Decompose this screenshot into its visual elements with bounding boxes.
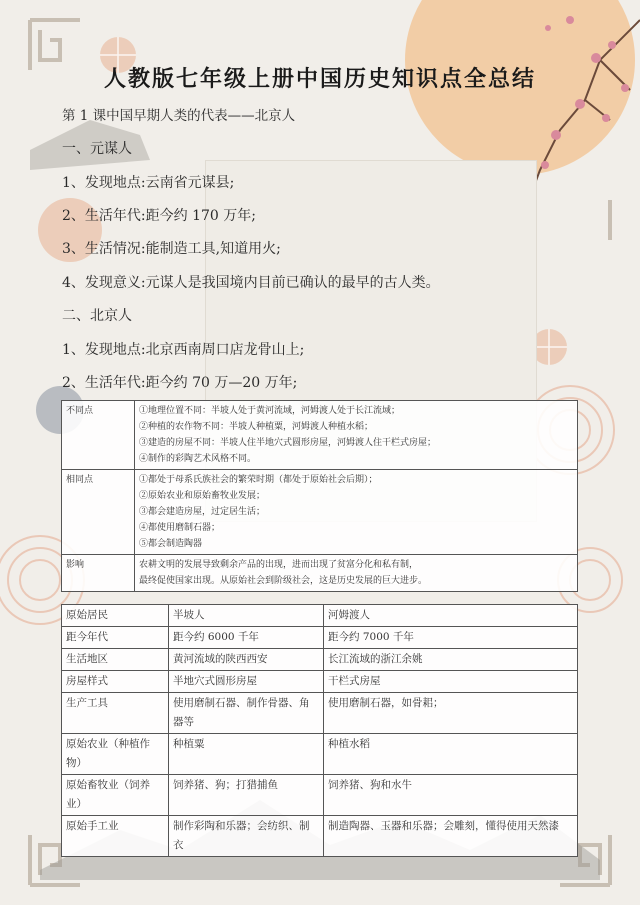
table-cell-line: ③都会建造房屋，过定居生活；: [139, 507, 266, 517]
table-header-cell: 不同点: [62, 401, 135, 470]
table-cell-line: ①地理位置不同：半坡人处于黄河流域，河姆渡人处于长江流域；: [139, 406, 401, 416]
table-cell: [135, 401, 578, 470]
list-item: 1、发现地点:云南省元谋县;: [62, 175, 235, 191]
table-cell: 半地穴式圆形房屋: [169, 671, 324, 693]
list-item: 1、发现地点:北京西南周口店龙骨山上;: [62, 342, 305, 358]
table-cell: 距今约 7000 千年: [324, 627, 578, 649]
table-cell: 种植粟: [169, 734, 324, 775]
table-row: [62, 693, 578, 734]
table-header-cell: 原始居民: [62, 605, 169, 627]
section-heading-beijing: 二、北京人: [62, 308, 132, 324]
table-row: [62, 671, 578, 693]
table-cell-line: ②种植的农作物不同：半坡人种植粟，河姆渡人种植水稻；: [139, 422, 374, 432]
table-cell-line: ①都处于母系氏族社会的繁荣时期（都处于原始社会后期）；: [139, 475, 378, 485]
list-item: 2、生活年代:距今约 170 万年;: [62, 208, 256, 224]
list-item: 2、生活年代:距今约 70 万—20 万年;: [62, 375, 298, 391]
table-cell: 距今约 6000 千年: [169, 627, 324, 649]
table-cell: 原始农业（种植作物）: [62, 734, 169, 775]
table-cell: 制造陶器、玉器和乐器；会雕刻，懂得使用天然漆: [324, 816, 578, 857]
table-row: [62, 401, 578, 470]
table-cell-line: 最终促使国家出现。从原始社会到阶级社会，这是历史发展的巨大进步。: [139, 576, 428, 586]
table-row: [62, 734, 578, 775]
table-cell-line: ③建造的房屋不同：半坡人住半地穴式圆形房屋，河姆渡人住干栏式房屋；: [139, 438, 437, 448]
table-row: [62, 555, 578, 592]
table-row: [62, 627, 578, 649]
table-cell-line: ④制作的彩陶艺术风格不同。: [139, 454, 257, 464]
table-cell: [135, 470, 578, 555]
table-row: [62, 470, 578, 555]
table-cell: 生活地区: [62, 649, 169, 671]
table-cell: 生产工具: [62, 693, 169, 734]
table-cell: 种植水稻: [324, 734, 578, 775]
table-cell: 距今年代: [62, 627, 169, 649]
table-row: [62, 649, 578, 671]
table-cell: 使用磨制石器，如骨耜；: [324, 693, 578, 734]
residents-table: [61, 604, 578, 857]
table-cell-line: 农耕文明的发展导致剩余产品的出现，进而出现了贫富分化和私有制，: [139, 560, 419, 570]
page-title: 人教版七年级上册中国历史知识点全总结: [103, 66, 536, 92]
table-cell: 黄河流域的陕西西安: [169, 649, 324, 671]
table-cell: 饲养猪、狗和水牛: [324, 775, 578, 816]
table-cell: 干栏式房屋: [324, 671, 578, 693]
table-row: [62, 775, 578, 816]
list-item: 4、发现意义:元谋人是我国境内目前已确认的最早的古人类。: [62, 275, 440, 291]
lesson-heading: 第 1 课中国早期人类的代表——北京人: [62, 108, 296, 124]
comparison-table: [61, 400, 578, 592]
table-header-row: [62, 605, 578, 627]
table-cell: 原始手工业: [62, 816, 169, 857]
table-cell: 房屋样式: [62, 671, 169, 693]
table-header-cell: 半坡人: [169, 605, 324, 627]
table-header-cell: 河姆渡人: [324, 605, 578, 627]
table-cell: 制作彩陶和乐器；会纺织、制衣: [169, 816, 324, 857]
table-cell-line: ⑤都会制造陶器: [139, 539, 203, 549]
table-cell: 使用磨制石器、制作骨器、角器等: [169, 693, 324, 734]
table-row: [62, 816, 578, 857]
table-cell: 原始畜牧业（饲养业）: [62, 775, 169, 816]
table-cell: 饲养猪、狗；打猎捕鱼: [169, 775, 324, 816]
table-cell-line: ④都使用磨制石器；: [139, 523, 221, 533]
table-cell: [135, 555, 578, 592]
section-heading-yuanmou: 一、元谋人: [62, 141, 132, 157]
table-header-cell: 相同点: [62, 470, 135, 555]
table-cell: 长江流域的浙江余姚: [324, 649, 578, 671]
table-cell-line: ②原始农业和原始畜牧业发展；: [139, 491, 266, 501]
list-item: 3、生活情况:能制造工具,知道用火;: [62, 241, 281, 257]
table-header-cell: 影响: [62, 555, 135, 592]
